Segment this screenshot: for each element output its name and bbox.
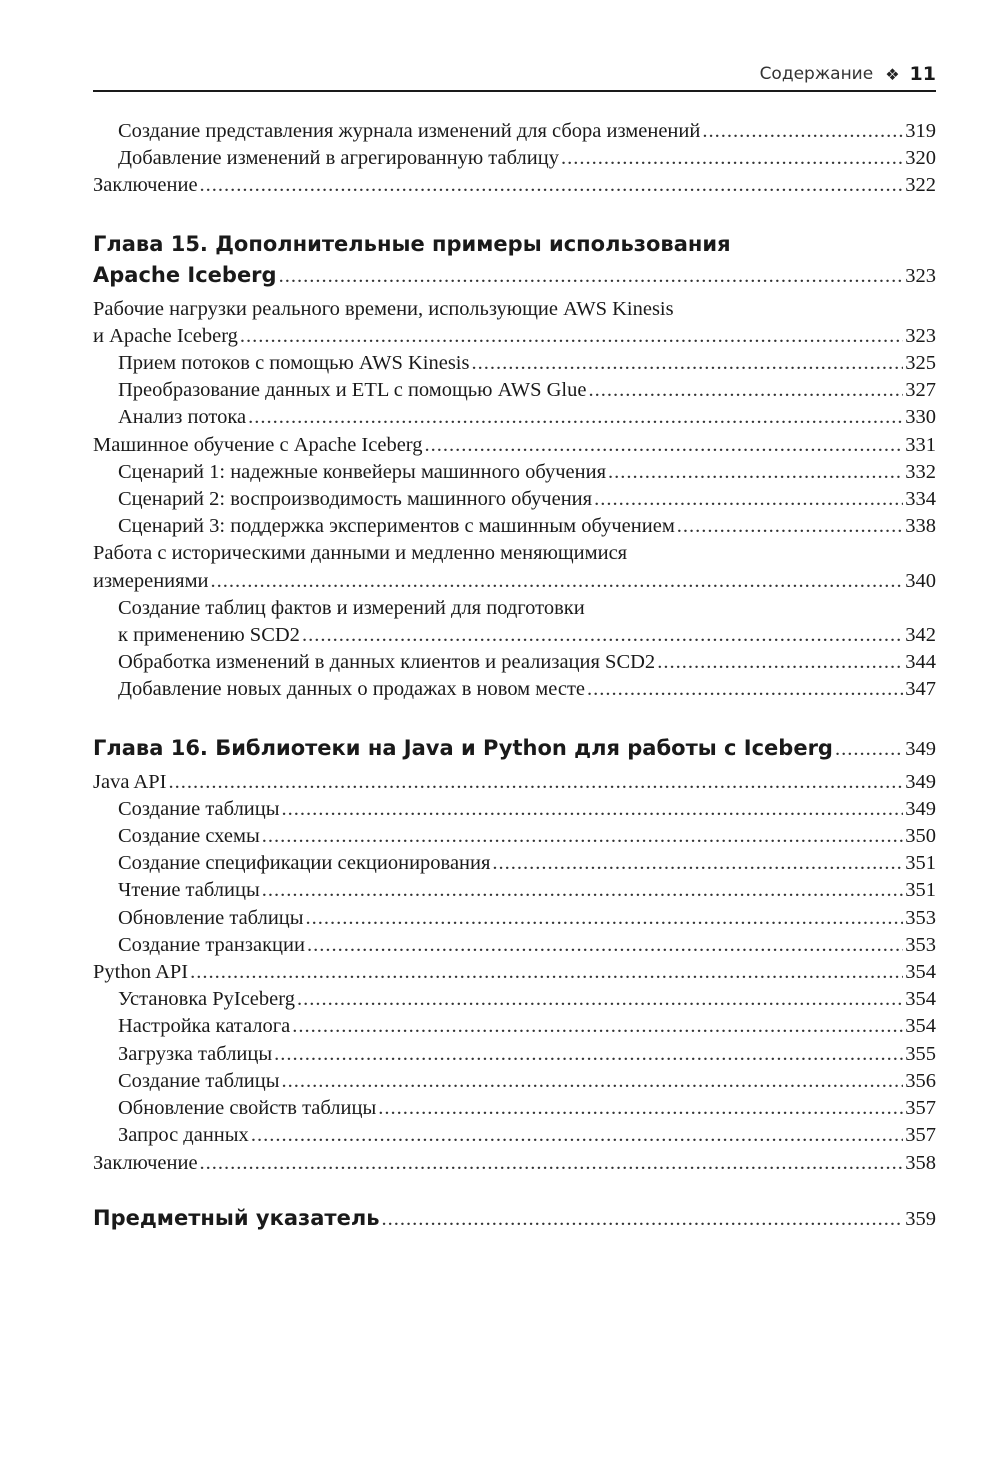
toc-entry-page: 325 [905, 352, 936, 375]
leader-dots [306, 905, 904, 932]
leader-dots [262, 877, 904, 904]
toc-entry-page: 356 [905, 1069, 936, 1092]
chapter-15-title-line1: Глава 15. Дополнительные примеры использования [93, 231, 731, 256]
toc-entry-title: Добавление изменений в агрегированную таблицу [118, 147, 559, 170]
toc-entry-page: 355 [905, 1042, 936, 1065]
toc-entry[interactable] [93, 769, 936, 796]
toc-entry[interactable] [93, 959, 936, 986]
running-header [93, 58, 936, 92]
diamond-ornament-icon: ❖ [885, 64, 900, 84]
toc-entry-title: Создание представления журнала изменений для сбора изменений [118, 120, 701, 142]
toc-entry-page: 347 [905, 678, 936, 701]
toc-entry-title: Анализ потока [118, 406, 247, 429]
toc-entry[interactable] [93, 986, 936, 1013]
leader-dots [279, 261, 904, 292]
toc-entry[interactable] [93, 1013, 936, 1040]
leader-dots [248, 404, 903, 431]
header-page-number: 11 [909, 63, 936, 85]
chapter-15-title-row [93, 260, 936, 292]
leader-dots [292, 1013, 903, 1040]
toc-entry[interactable] [93, 649, 936, 676]
toc-entry-title: Установка PyIceberg [118, 988, 295, 1011]
leader-dots [471, 350, 903, 377]
toc-entry[interactable] [93, 377, 936, 404]
chapter-15-heading[interactable] [93, 229, 936, 292]
toc-entry-page: 323 [905, 324, 936, 347]
toc-entry-title: измерениями [93, 569, 209, 592]
toc-entry-title: Обновление свойств таблицы [118, 1097, 377, 1120]
toc-entry[interactable] [93, 676, 936, 703]
toc-top-list [93, 118, 936, 200]
toc-entry-title: Запрос данных [118, 1124, 249, 1147]
leader-dots [262, 823, 903, 850]
leader-dots [425, 432, 904, 459]
chapter-16-page: 349 [905, 737, 936, 760]
toc-entry-page: 320 [905, 147, 936, 170]
toc-entry-page: 319 [905, 120, 936, 142]
leader-dots [608, 459, 903, 486]
toc-entry[interactable] [93, 350, 936, 377]
chapter-16-entries [93, 769, 936, 1177]
toc-entry-title: Заключение [93, 1151, 198, 1174]
toc-entry-title: Создание транзакции [118, 933, 305, 956]
leader-dots [307, 932, 903, 959]
toc-entry-page: 332 [905, 460, 936, 483]
toc-entry-title-part: Создание таблиц фактов и измерений для подготовки [118, 596, 585, 619]
toc-entry-title: Загрузка таблицы [118, 1042, 273, 1065]
leader-dots [702, 118, 903, 145]
toc-entry[interactable] [93, 513, 936, 540]
toc-entry[interactable] [93, 172, 936, 199]
leader-dots [594, 486, 903, 513]
toc-entry-title: Python API [93, 961, 189, 984]
toc-entry-page: 351 [905, 879, 936, 902]
index-row [93, 1203, 936, 1235]
leader-dots [378, 1095, 903, 1122]
toc-entry-page: 322 [905, 174, 936, 197]
toc-entry-title: Создание таблицы [118, 1069, 280, 1092]
toc-entry[interactable] [93, 932, 936, 959]
leader-dots [492, 850, 903, 877]
toc-entry-title: Чтение таблицы [118, 879, 260, 902]
toc-entry-page: 351 [905, 852, 936, 875]
toc-entry-title: Обработка изменений в данных клиентов и реализация SCD2 [118, 651, 656, 674]
leader-dots [211, 568, 904, 595]
leader-dots [297, 986, 903, 1013]
leader-dots [200, 1150, 904, 1177]
toc-entry[interactable] [93, 905, 936, 932]
toc-entry-page: 331 [905, 433, 936, 456]
toc-entry-title: Обновление таблицы [118, 906, 304, 929]
toc-entry[interactable] [93, 432, 936, 459]
leader-dots [200, 172, 904, 199]
toc-entry[interactable] [93, 877, 936, 904]
toc-entry-title: Заключение [93, 174, 198, 197]
toc-entry[interactable] [93, 118, 936, 145]
toc-entry[interactable] [93, 1095, 936, 1122]
index-page: 359 [905, 1207, 936, 1230]
toc-entry-page: 354 [905, 1015, 936, 1038]
toc-entry-page: 330 [905, 406, 936, 429]
toc-entry-page: 354 [905, 988, 936, 1011]
chapter-15-page: 323 [905, 264, 936, 287]
leader-dots [588, 377, 903, 404]
toc-entry-page: 349 [905, 770, 936, 793]
toc-entry[interactable] [93, 850, 936, 877]
leader-dots [282, 1068, 904, 1095]
toc-entry-title: к применению SCD2 [118, 624, 300, 647]
toc-entry[interactable] [93, 486, 936, 513]
toc-entry-title: Сценарий 1: надежные конвейеры машинного обучения [118, 460, 607, 483]
toc-entry-page: 344 [905, 651, 936, 674]
toc-entry-page: 357 [905, 1097, 936, 1120]
toc-entry-page: 350 [905, 825, 936, 848]
leader-dots [561, 145, 903, 172]
chapter-16-title-row [93, 733, 936, 765]
toc-entry-page: 349 [905, 797, 936, 820]
toc-entry-title: Создание таблицы [118, 797, 280, 820]
leader-dots [282, 796, 904, 823]
toc-entry[interactable] [93, 796, 936, 823]
toc-entry-page: 342 [905, 624, 936, 647]
toc-entry-page: 353 [905, 906, 936, 929]
toc-entry-page: 357 [905, 1124, 936, 1147]
chapter-15-title-line2: Apache Iceberg [93, 262, 277, 287]
toc-entry-title: Настройка каталога [118, 1015, 291, 1038]
toc-entry[interactable] [93, 1150, 936, 1177]
leader-dots [240, 323, 903, 350]
index-title: Предметный указатель [93, 1205, 380, 1230]
leader-dots [835, 734, 903, 765]
toc-entry-title: Создание схемы [118, 825, 260, 848]
toc-entry-title-part: Рабочие нагрузки реального времени, использующие AWS Kinesis [93, 297, 674, 320]
chapter-16-heading[interactable] [93, 733, 936, 765]
toc-entry-title: Машинное обучение с Apache Iceberg [93, 433, 423, 456]
toc-entry-title-part: Работа с историческими данными и медленно меняющимися [93, 542, 628, 565]
toc-entry[interactable] [93, 1041, 936, 1068]
leader-dots [587, 676, 903, 703]
toc-entry-page: 358 [905, 1151, 936, 1174]
toc-entry-title: Добавление новых данных о продажах в новом месте [118, 678, 586, 701]
toc-entry-title: Сценарий 3: поддержка экспериментов с машинным обучением [118, 515, 675, 538]
toc-entry-title: и Apache Iceberg [93, 324, 238, 347]
toc-entry-page: 354 [905, 961, 936, 984]
toc-entry[interactable] [93, 823, 936, 850]
index-heading[interactable] [93, 1203, 936, 1235]
toc-entry-page: 338 [905, 515, 936, 538]
toc-entry[interactable] [93, 568, 936, 595]
header-section-title: Содержание [759, 64, 874, 84]
leader-dots [168, 769, 903, 796]
toc-entry[interactable] [93, 459, 936, 486]
toc-entry-page: 334 [905, 488, 936, 511]
toc-entry[interactable] [93, 1068, 936, 1095]
toc-entry[interactable] [93, 1122, 936, 1149]
toc-entry-title: Сценарий 2: воспроизводимость машинного обучения [118, 488, 593, 511]
toc-entry-page: 353 [905, 933, 936, 956]
toc-entry-page: 327 [905, 379, 936, 402]
toc-entry[interactable] [93, 145, 936, 172]
toc-entry-title: Прием потоков с помощью AWS Kinesis [118, 352, 470, 375]
toc-entry-page: 340 [905, 569, 936, 592]
leader-dots [274, 1041, 903, 1068]
chapter-15-entries [93, 296, 936, 704]
toc-entry[interactable] [93, 404, 936, 431]
toc-entry[interactable] [93, 622, 936, 649]
chapter-16-title: Глава 16. Библиотеки на Java и Python для работы с Iceberg [93, 735, 833, 760]
toc-entry-title: Создание спецификации секционирования [118, 852, 491, 875]
toc-entry-title: Преобразование данных и ETL с помощью AWS Glue [118, 379, 587, 402]
leader-dots [677, 513, 903, 540]
leader-dots [302, 622, 903, 649]
leader-dots [190, 959, 903, 986]
leader-dots [657, 649, 903, 676]
toc-entry-title: Java API [93, 770, 167, 793]
table-of-contents [93, 118, 936, 1235]
toc-entry[interactable] [93, 323, 936, 350]
leader-dots [251, 1122, 903, 1149]
leader-dots [381, 1204, 903, 1235]
